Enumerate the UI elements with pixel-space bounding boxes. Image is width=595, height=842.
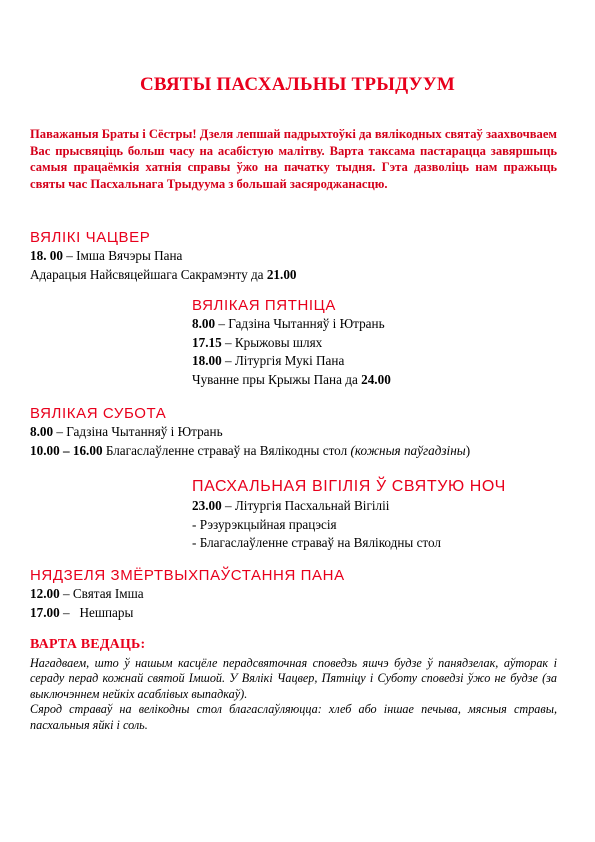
event-text: Благаслаўленне страваў на Вялікодны стол	[102, 442, 351, 458]
section-friday	[192, 296, 391, 389]
event-text: – Гадзіна Чытанняў і Ютрань	[53, 424, 223, 439]
warning-text	[30, 656, 557, 733]
time-label: 8.00	[30, 424, 54, 439]
schedule-line	[192, 497, 506, 516]
event-text: – Нешпары	[59, 604, 134, 620]
time-label: 21.00	[266, 266, 297, 282]
note-text: (кожныя паўгадзіны	[350, 442, 466, 458]
event-text: – Літургія Мукі Пана	[221, 353, 345, 369]
warning-title: ВАРТА ВЕДАЦЬ:	[30, 637, 146, 652]
time-label: 12.00	[30, 586, 60, 601]
section-title-thursday: ВЯЛІКІ ЧАЦВЕР	[30, 229, 151, 246]
intro-paragraph: Паважаныя Браты і Сёстры! Дзеля лепшай падрыхтоўкі да вялікодных святаў заахвочваем Вас прысвяціць больш часу на асабістую малітву. Варта таксама пастарацца завяршыць самыя працаёмкія хатнія справы ўжо на пачатку тыдня. Гэта дазволіць нам пражыць святы час Пасхальнага Трыдуума з большай засяроджанасцю.	[30, 127, 557, 191]
section-thursday	[30, 228, 297, 284]
time-label: 10.00 – 16.00	[30, 442, 103, 458]
schedule-line	[30, 266, 297, 285]
schedule-line	[30, 423, 470, 442]
event-text: – Гадзіна Чытанняў і Ютрань	[215, 316, 385, 331]
schedule-line	[192, 315, 391, 334]
time-label: 24.00	[361, 371, 391, 387]
schedule-line	[30, 247, 297, 266]
schedule-line	[192, 334, 391, 353]
section-sunday	[30, 566, 345, 622]
section-title-sunday: НЯДЗЕЛЯ ЗМЁРТВЫХПАЎСТАННЯ ПАНА	[30, 567, 345, 584]
warning-paragraph: Сярод страваў на велікодны стол благаслаўляюцца: хлеб або іншае печыва, мясныя стравы, пасхальныя яйкі і соль.	[30, 702, 557, 732]
note-close: )	[465, 442, 471, 458]
time-label: 18. 00	[30, 248, 63, 263]
schedule-line	[30, 604, 345, 623]
event-text: – Святая Імша	[59, 586, 144, 601]
schedule-line	[30, 585, 345, 604]
schedule-line	[30, 442, 470, 461]
time-label: 17.00	[30, 604, 60, 620]
event-text: – Крыжовы шлях	[221, 334, 323, 350]
page-title: СВЯТЫ ПАСХАЛЬНЫ ТРЫДУУМ	[139, 74, 456, 95]
schedule-line	[192, 352, 391, 371]
event-text: Чуванне пры Крыжы Пана да	[192, 371, 362, 387]
event-text: – Літургія Пасхальнай Вігіліі	[221, 498, 390, 513]
schedule-line: - Рэзурэкцыйная працэсія	[192, 516, 337, 532]
event-text: Адарацыя Найсвяцейшага Сакрамэнту да	[30, 266, 267, 282]
section-vigil	[192, 477, 506, 553]
warning-paragraph: Нагадваем, што ў нашым касцёле перадсвяточная споведзь яшчэ будзе ў панядзелак, аўторак і сераду перад кожнай святой Імшой. У Вялікі Чацвер, Пятніцу і Суботу споведзі ўжо не будзе (за выключэннем нейкіх асаблівых выпадкаў).	[30, 656, 557, 701]
event-text: – Імша Вячэры Пана	[62, 248, 183, 263]
time-label: 23.00	[192, 498, 222, 513]
section-title-vigil: ПАСХАЛЬНАЯ ВІГІЛІЯ Ў СВЯТУЮ НОЧ	[192, 478, 506, 495]
time-label: 17.15	[192, 334, 222, 350]
time-label: 8.00	[192, 316, 216, 331]
section-title-saturday: ВЯЛІКАЯ СУБОТА	[30, 405, 167, 422]
schedule-line: - Благаслаўленне страваў на Вялікодны стол	[192, 535, 442, 551]
time-label: 18.00	[192, 353, 222, 369]
schedule-line	[192, 371, 391, 390]
section-saturday	[30, 404, 470, 460]
section-title-friday: ВЯЛІКАЯ ПЯТНІЦА	[192, 297, 336, 314]
